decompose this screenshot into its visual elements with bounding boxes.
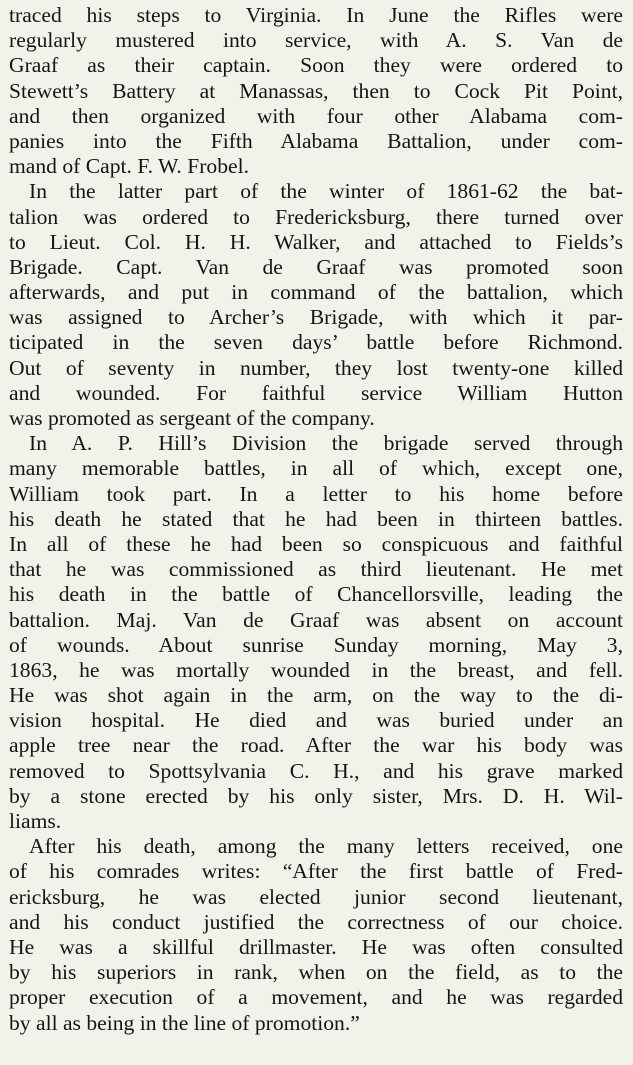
text-line: removed to Spottsylvania C. H., and his grave marked: [9, 758, 623, 783]
text-line: talion was ordered to Fredericksburg, there turned over: [9, 204, 623, 229]
text-line: and his conduct justified the correctness of our choice.: [9, 909, 623, 934]
text-line: by all as being in the line of promotion.”: [9, 1010, 360, 1035]
text-line: Graaf as their captain. Soon they were ordered to: [9, 53, 623, 78]
text-line: William took part. In a letter to his home before: [9, 481, 623, 506]
text-line: many memorable battles, in all of which, except one,: [9, 456, 623, 481]
paragraph: [9, 3, 623, 179]
text-line: In all of these he had been so conspicuous and faithful: [9, 531, 623, 556]
text-line: by a stone erected by his only sister, Mrs. D. H. Wil-: [9, 783, 623, 808]
text-line: ericksburg, he was elected junior second lieutenant,: [9, 884, 623, 909]
text-line: He was a skillful drillmaster. He was often consulted: [9, 934, 623, 959]
text-line: 1863, he was mortally wounded in the breast, and fell.: [9, 657, 623, 682]
text-line: by his superiors in rank, when on the field, as to the: [9, 960, 623, 985]
text-line: proper execution of a movement, and he was regarded: [9, 985, 623, 1010]
text-line: to Lieut. Col. H. H. Walker, and attached to Fields’s: [9, 229, 623, 254]
text-line: In the latter part of the winter of 1861-62 the bat-: [29, 179, 623, 204]
text-line: of wounds. About sunrise Sunday morning, May 3,: [9, 632, 623, 657]
text-line: Brigade. Capt. Van de Graaf was promoted soon: [9, 254, 623, 279]
text-line: battalion. Maj. Van de Graaf was absent on account: [9, 607, 623, 632]
text-line: Stewett’s Battery at Manassas, then to Cock Pit Point,: [9, 78, 623, 103]
text-line: Out of seventy in number, they lost twenty-one killed: [9, 355, 623, 380]
text-line: mand of Capt. F. W. Frobel.: [9, 154, 249, 179]
text-line: of his comrades writes: “After the first battle of Fred-: [9, 859, 623, 884]
text-line: afterwards, and put in command of the battalion, which: [9, 280, 623, 305]
text-line: ticipated in the seven days’ battle before Richmond.: [9, 330, 623, 355]
text-line: regularly mustered into service, with A. S. Van de: [9, 28, 623, 53]
text-line: his death he stated that he had been in thirteen battles.: [9, 506, 623, 531]
text-line: that he was commissioned as third lieutenant. He met: [9, 557, 623, 582]
text-line: was promoted as sergeant of the company.: [9, 406, 375, 430]
paragraph: [9, 834, 623, 1036]
text-line: was assigned to Archer’s Brigade, with which it par-: [9, 305, 623, 330]
paragraph: [9, 431, 623, 834]
text-line: After his death, among the many letters received, one: [29, 834, 623, 859]
text-line: panies into the Fifth Alabama Battalion, under com-: [9, 128, 623, 153]
text-line: In A. P. Hill’s Division the brigade served through: [29, 431, 623, 456]
paragraph: [9, 179, 623, 431]
text-line: and then organized with four other Alabama com-: [9, 103, 623, 128]
text-line: liams.: [9, 809, 62, 833]
text-line: apple tree near the road. After the war his body was: [9, 733, 623, 758]
document-body: [9, 3, 623, 1036]
text-line: He was shot again in the arm, on the way to the di-: [9, 683, 623, 708]
text-line: traced his steps to Virginia. In June the Rifles were: [9, 3, 623, 27]
text-line: and wounded. For faithful service William Hutton: [9, 380, 623, 405]
text-line: vision hospital. He died and was buried under an: [9, 708, 623, 733]
text-line: his death in the battle of Chancellorsville, leading the: [9, 582, 623, 607]
